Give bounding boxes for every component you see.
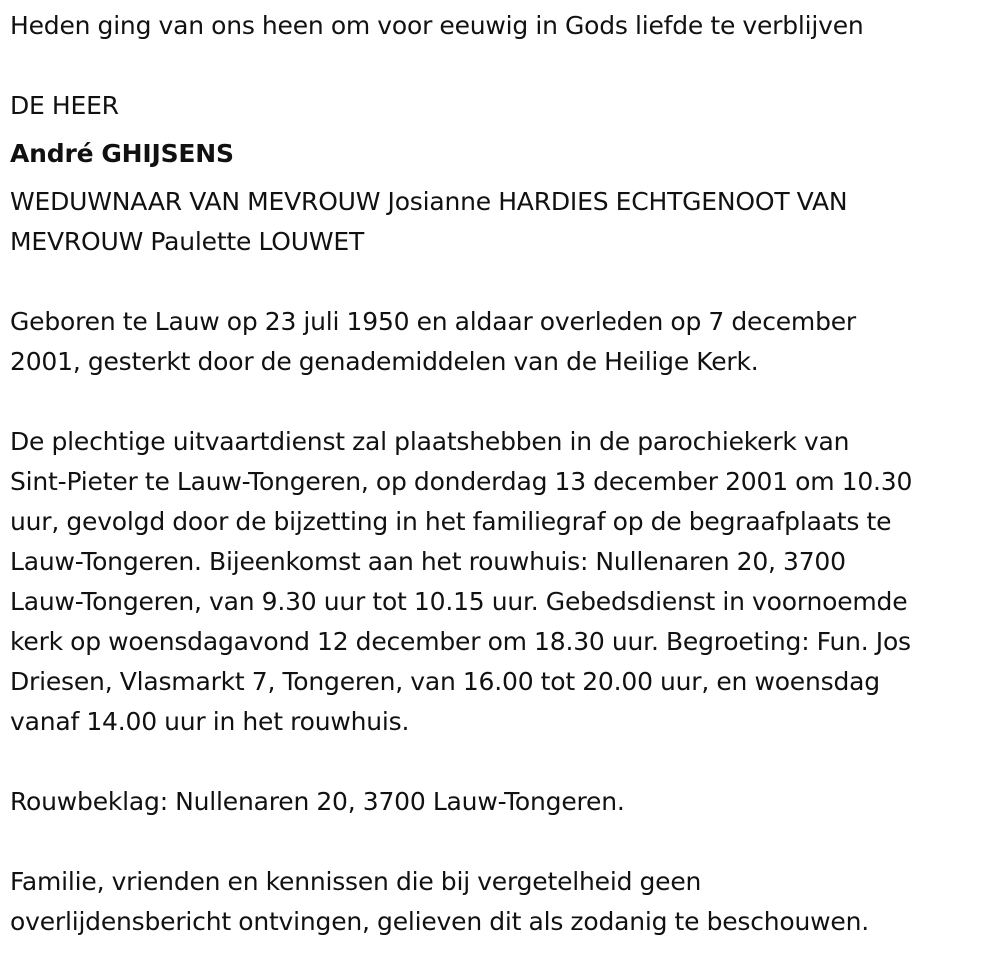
paragraph-line: MEVROUW Paulette LOUWET (10, 227, 365, 256)
intro-text: Heden ging van ons heen om voor eeuwig in Gods liefde te verblijven (10, 11, 864, 40)
paragraph-line: vanaf 14.00 uur in het rouwhuis. (10, 707, 410, 736)
paragraph-line: uur, gevolgd door de bijzetting in het familiegraf op de begraafplaats te (10, 507, 892, 536)
paragraph-line: kerk op woensdagavond 12 december om 18.30 uur. Begroeting: Fun. Jos (10, 627, 911, 656)
paragraph-line: Rouwbeklag: Nullenaren 20, 3700 Lauw-Tongeren. (10, 787, 625, 816)
family-notice-paragraph (10, 862, 869, 942)
birth-death-paragraph (10, 302, 856, 382)
paragraph-line: Lauw-Tongeren. Bijeenkomst aan het rouwhuis: Nullenaren 20, 3700 (10, 547, 846, 576)
paragraph-line: De plechtige uitvaartdienst zal plaatshebben in de parochiekerk van (10, 427, 850, 456)
paragraph-line: WEDUWNAAR VAN MEVROUW Josianne HARDIES ECHTGENOOT VAN (10, 187, 848, 216)
marital-status-paragraph (10, 182, 847, 262)
paragraph-line: Geboren te Lauw op 23 juli 1950 en aldaar overleden op 7 december (10, 307, 857, 336)
paragraph-line: Sint-Pieter te Lauw-Tongeren, op donderdag 13 december 2001 om 10.30 (10, 467, 913, 496)
honorific-title: DE HEER (10, 91, 119, 120)
deceased-name: André GHIJSENS (10, 139, 234, 168)
paragraph-line: Lauw-Tongeren, van 9.30 uur tot 10.15 uur. Gebedsdienst in voornoemde (10, 587, 908, 616)
paragraph-line: Familie, vrienden en kennissen die bij vergetelheid geen (10, 867, 702, 896)
paragraph-line: Driesen, Vlasmarkt 7, Tongeren, van 16.00 tot 20.00 uur, en woensdag (10, 667, 880, 696)
funeral-service-paragraph (10, 422, 912, 742)
condolence-paragraph (10, 782, 625, 822)
paragraph-line: 2001, gesterkt door de genademiddelen van de Heilige Kerk. (10, 347, 759, 376)
paragraph-line: overlijdensbericht ontvingen, gelieven dit als zodanig te beschouwen. (10, 907, 869, 936)
